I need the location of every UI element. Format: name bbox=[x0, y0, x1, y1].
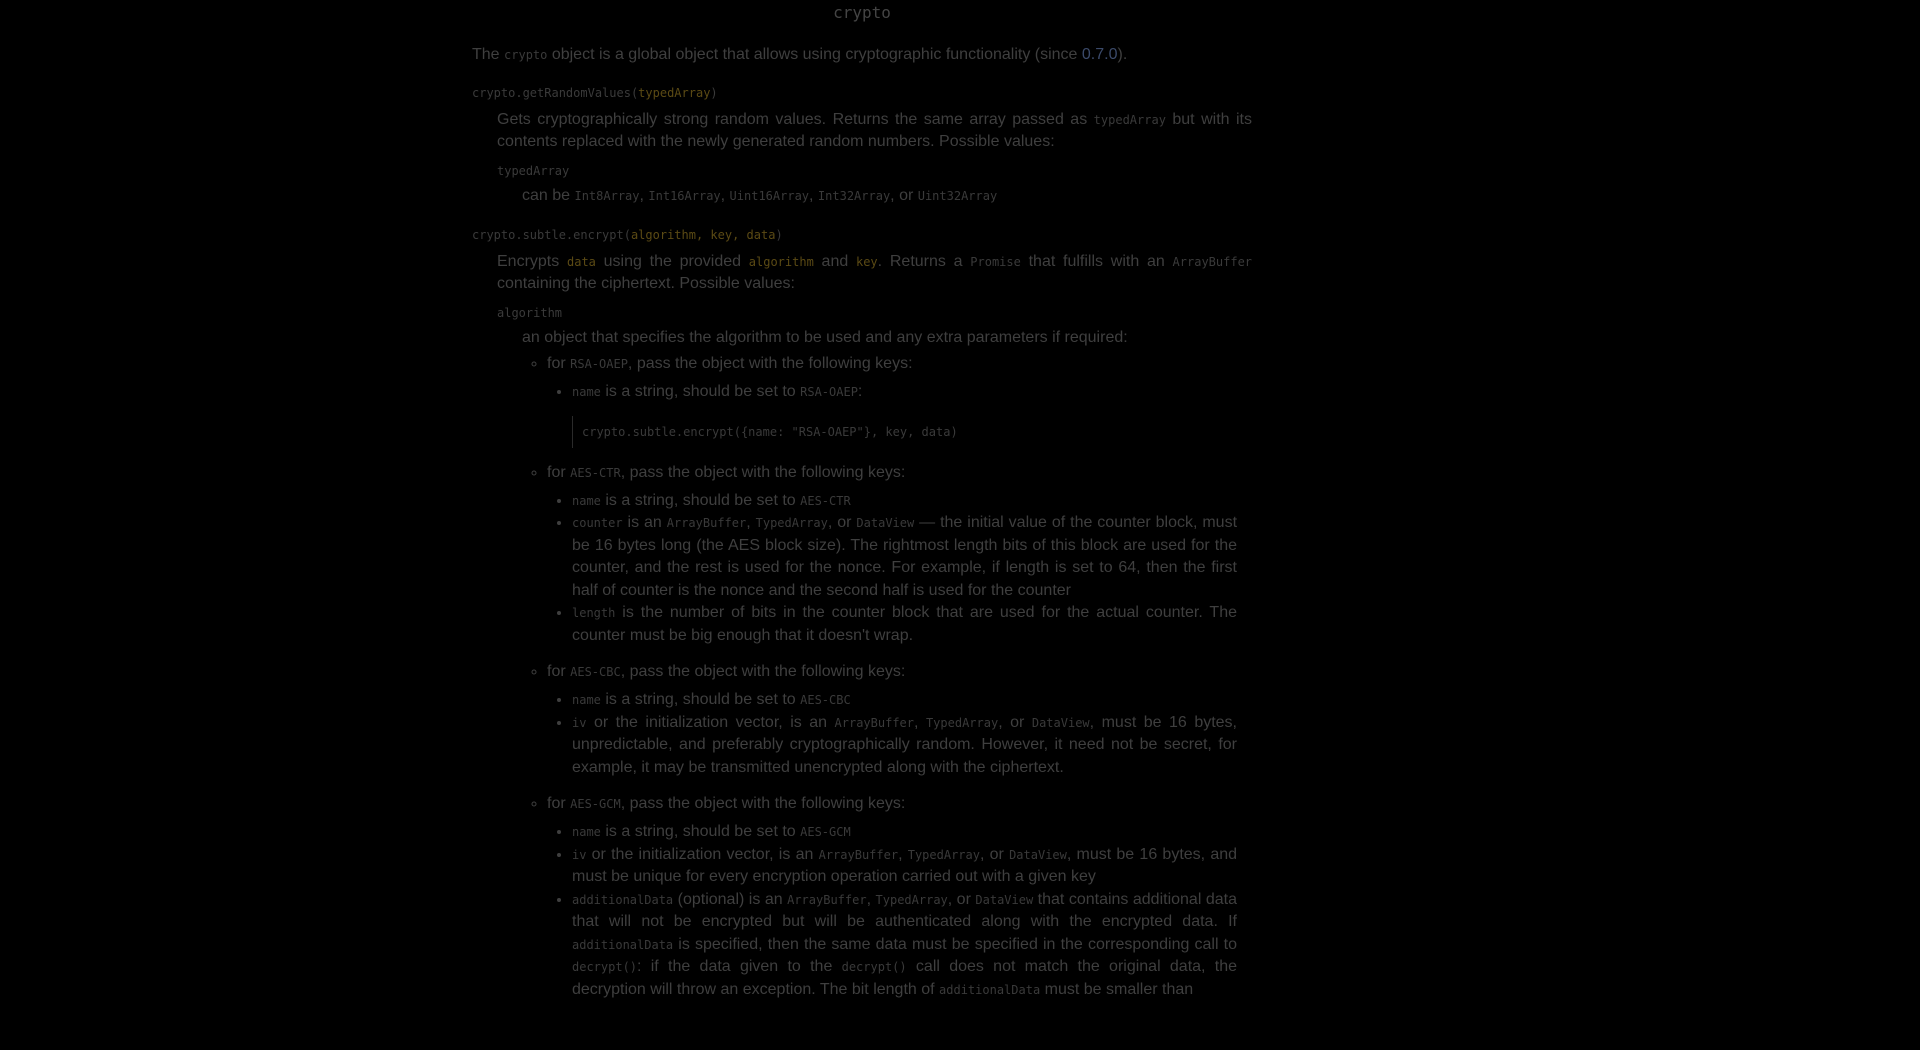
key-text: — the initial value of the counter block, must be 16 bytes long (the AES block size). The rightmost length bits of this block are used for the counter, and the rest is used for the nonce. For example, if length is set to 64, then the first half of counter is the nonce and the second half is used for the counter bbox=[572, 514, 1238, 599]
key-text: is a string, should be set to bbox=[600, 823, 801, 840]
key-code: counter bbox=[572, 516, 623, 530]
list-item-aes-ctr bbox=[547, 462, 1252, 654]
param-code: typedArray bbox=[497, 164, 570, 178]
key-text: is the number of bits in the counter block that are used for the actual counter. The counter must be big enough that it doesn't wrap. bbox=[572, 604, 1237, 644]
key-code: iv bbox=[572, 715, 587, 730]
type-code: ArrayBuffer bbox=[818, 847, 899, 862]
key-code: additionalData bbox=[939, 982, 1041, 997]
item-text: , pass the object with the following keys: bbox=[620, 795, 906, 812]
encrypt-signature bbox=[472, 225, 1252, 245]
key-text: or the initialization vector, is an bbox=[586, 713, 835, 731]
key-text: is a string, should be set to bbox=[600, 691, 801, 708]
list-item-iv bbox=[572, 844, 1237, 889]
key-text: : bbox=[857, 383, 863, 400]
code-example bbox=[572, 416, 1237, 448]
list-item-iv bbox=[572, 712, 1237, 780]
param-algorithm bbox=[497, 303, 1252, 323]
desc-code-promise: Promise bbox=[970, 255, 1021, 269]
key-value-code: RSA-OAEP bbox=[800, 385, 858, 399]
type-code: DataView bbox=[856, 516, 915, 530]
type-code: Uint32Array bbox=[917, 189, 998, 203]
intro-text: object is a global object that allows using cryptographic functionality (since bbox=[547, 46, 1082, 63]
page-title bbox=[472, 2, 1252, 24]
desc-code-arraybuffer: ArrayBuffer bbox=[1172, 255, 1253, 269]
desc-code: typedArray bbox=[1093, 113, 1166, 127]
separator: , or bbox=[827, 514, 857, 531]
desc-text: Encrypts bbox=[497, 253, 567, 270]
list-item-name bbox=[572, 821, 1237, 844]
type-code: Uint16Array bbox=[729, 189, 810, 203]
key-code: name bbox=[572, 493, 601, 508]
key-code: iv bbox=[572, 847, 587, 862]
intro-text: The bbox=[472, 46, 505, 63]
page-title-code: crypto bbox=[833, 3, 891, 22]
item-text: , pass the object with the following keys: bbox=[627, 355, 913, 372]
separator: , bbox=[898, 845, 908, 863]
type-code: Int16Array bbox=[648, 189, 721, 203]
key-value-code: AES-CTR bbox=[800, 493, 851, 508]
key-text: call does not match the original data, the decryption will throw an exception. The bit length of bbox=[572, 958, 1237, 998]
method-code: decrypt() bbox=[841, 960, 907, 974]
type-code: TypedArray bbox=[875, 892, 948, 907]
version-link[interactable]: 0.7.0 bbox=[1081, 46, 1118, 63]
algorithm-list bbox=[472, 353, 1252, 1001]
key-text: must be smaller than bbox=[1040, 980, 1194, 998]
intro-code: crypto bbox=[504, 48, 548, 62]
list-item-length bbox=[572, 602, 1237, 647]
encrypt-description bbox=[497, 251, 1252, 295]
item-code: AES-CTR bbox=[570, 465, 621, 480]
item-text: for bbox=[547, 795, 571, 812]
list-item-counter bbox=[572, 512, 1237, 602]
rsa-keys-list bbox=[547, 381, 1252, 448]
type-code: DataView bbox=[1009, 847, 1067, 862]
desc-code-data: data bbox=[567, 255, 596, 269]
method-code: decrypt() bbox=[572, 960, 638, 974]
item-code: AES-CBC bbox=[570, 665, 621, 679]
separator: , bbox=[914, 713, 926, 731]
separator: , or bbox=[979, 845, 1010, 863]
separator: , bbox=[720, 187, 730, 204]
key-value-code: AES-GCM bbox=[800, 825, 851, 839]
key-text: is a string, should be set to bbox=[600, 491, 801, 509]
list-item-aes-cbc bbox=[547, 661, 1252, 785]
item-text: for bbox=[547, 463, 571, 481]
key-text: is a string, should be set to bbox=[600, 383, 801, 400]
key-text: that contains additional data that will not be encrypted but will be authenticated along with the encrypted data. If bbox=[572, 890, 1238, 930]
type-code: ArrayBuffer bbox=[787, 892, 867, 907]
code-example-text: crypto.subtle.encrypt({name: "RSA-OAEP"}, key, data) bbox=[582, 424, 958, 439]
type-code: ArrayBuffer bbox=[666, 516, 747, 530]
key-code: name bbox=[572, 385, 601, 399]
desc-text: Gets cryptographically strong random values. Returns the same array passed as bbox=[497, 111, 1094, 128]
list-item-name bbox=[572, 490, 1237, 513]
type-code: TypedArray bbox=[925, 715, 999, 730]
separator: , bbox=[639, 187, 649, 204]
list-item-additional-data bbox=[572, 889, 1237, 1002]
desc-text: using the provided bbox=[595, 253, 749, 270]
item-text: , pass the object with the following keys: bbox=[620, 663, 906, 680]
separator: , bbox=[746, 514, 756, 531]
key-code: additionalData bbox=[572, 892, 674, 907]
type-code: Int8Array bbox=[574, 189, 640, 203]
document bbox=[472, 0, 1252, 1009]
desc-text: but with its contents replaced with the newly generated random numbers. Possible values: bbox=[497, 111, 1252, 150]
cbc-keys-list bbox=[547, 689, 1252, 779]
item-text: , pass the object with the following keys: bbox=[620, 463, 906, 481]
intro-text: ). bbox=[1117, 46, 1128, 63]
desc-text: containing the ciphertext. Possible values: bbox=[497, 275, 795, 292]
key-text: : if the data given to the bbox=[637, 958, 842, 975]
type-code: TypedArray bbox=[907, 847, 980, 862]
desc-text: and bbox=[813, 253, 856, 270]
key-code: name bbox=[572, 825, 601, 839]
separator: , or bbox=[947, 890, 976, 908]
signature-arg: typedArray bbox=[638, 86, 711, 100]
type-code: DataView bbox=[1031, 715, 1090, 730]
separator: , or bbox=[998, 713, 1032, 731]
param-typedarray-description bbox=[522, 185, 1252, 207]
key-code: name bbox=[572, 693, 601, 707]
key-text: or the initialization vector, is an bbox=[586, 845, 819, 863]
desc-text: that fulfills with an bbox=[1020, 253, 1173, 270]
list-item-rsa-oaep bbox=[547, 353, 1252, 448]
key-text: is specified, then the same data must be specified in the corresponding call to bbox=[673, 935, 1237, 953]
param-code: algorithm bbox=[497, 306, 563, 320]
signature-name: crypto.subtle.encrypt( bbox=[472, 228, 631, 242]
param-typedarray bbox=[497, 161, 1252, 181]
get-random-values-description bbox=[497, 109, 1252, 153]
intro-paragraph bbox=[472, 44, 1252, 66]
item-code: RSA-OAEP bbox=[570, 357, 628, 371]
list-item-aes-gcm bbox=[547, 793, 1252, 1001]
desc-code-algorithm: algorithm bbox=[748, 255, 814, 269]
ctr-keys-list bbox=[547, 490, 1252, 648]
get-random-values-signature bbox=[472, 83, 1252, 103]
gcm-keys-list bbox=[547, 821, 1252, 1001]
key-code: additionalData bbox=[572, 937, 674, 952]
param-algorithm-description: an object that specifies the algorithm to be used and any extra parameters if required: bbox=[522, 329, 1128, 346]
signature-end: ) bbox=[710, 86, 718, 100]
desc-code-key: key bbox=[855, 255, 878, 269]
param-desc-text: can be bbox=[522, 187, 575, 204]
separator: , bbox=[866, 890, 876, 908]
item-code: AES-GCM bbox=[570, 797, 621, 811]
type-code: DataView bbox=[975, 892, 1034, 907]
separator: , bbox=[809, 187, 818, 204]
signature-end: ) bbox=[775, 228, 783, 242]
key-text: , must be 16 bytes, and must be unique for every encryption operation carried out with a given key bbox=[572, 845, 1238, 885]
signature-args: algorithm, key, data bbox=[630, 228, 776, 242]
signature-name: crypto.getRandomValues( bbox=[472, 86, 639, 100]
item-text: for bbox=[547, 663, 571, 680]
key-text: (optional) is an bbox=[673, 890, 788, 908]
key-value-code: AES-CBC bbox=[800, 693, 851, 707]
type-code: ArrayBuffer bbox=[834, 715, 915, 730]
key-text: is an bbox=[622, 514, 667, 531]
desc-text: . Returns a bbox=[877, 253, 971, 270]
list-item-name bbox=[572, 689, 1237, 712]
list-item-name bbox=[572, 381, 1237, 448]
type-code: Int32Array bbox=[817, 189, 891, 203]
separator: , or bbox=[890, 187, 918, 204]
item-text: for bbox=[547, 355, 571, 372]
key-code: length bbox=[572, 606, 616, 620]
type-code: TypedArray bbox=[755, 516, 828, 530]
key-text: , must be 16 bytes, unpredictable, and preferably cryptographically random. However, it need not be secret, for example, it may be transmitted unencrypted along with the ciphertext. bbox=[572, 713, 1238, 776]
